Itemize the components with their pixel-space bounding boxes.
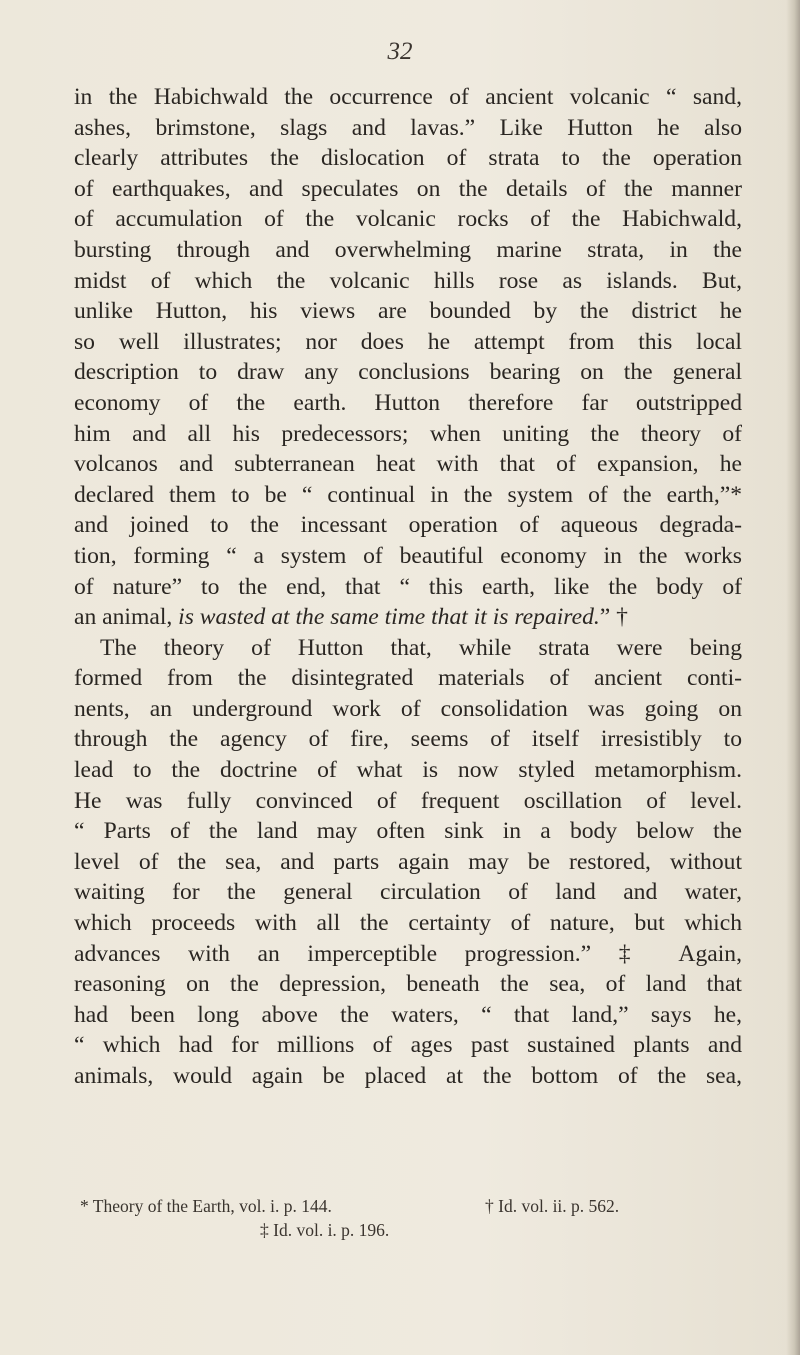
text-line: waiting for the general circulation of land and water, (74, 879, 742, 906)
text-line: reasoning on the depression, beneath the sea, of land that (74, 971, 742, 998)
text-line: description to draw any conclusions bearing on the general (74, 359, 742, 386)
text-line: of earthquakes, and speculates on the details of the manner (74, 175, 742, 202)
text-line: economy of the earth. Hutton therefore far outstripped (74, 389, 742, 416)
footnote-dagger: † Id. vol. ii. p. 562. (485, 1196, 620, 1216)
text-line: unlike Hutton, his views are bounded by the district he (74, 298, 742, 325)
text-line: The theory of Hutton that, while strata were being (100, 634, 742, 661)
footnote-double-dagger: ‡ Id. vol. i. p. 196. (260, 1220, 390, 1240)
text-line: in the Habichwald the occurrence of ancient volcanic “ sand, (74, 84, 742, 110)
text-line: had been long above the waters, “ that land,” says he, (74, 1001, 742, 1028)
text-line: animals, would again be placed at the bottom of the sea, (74, 1063, 742, 1089)
text-line: declared them to be “ continual in the system of the earth,”* (74, 481, 742, 508)
text-line: which proceeds with all the certainty of nature, but which (74, 910, 742, 937)
page-number: 32 (387, 38, 413, 65)
text-line: formed from the disintegrated materials of ancient conti- (74, 665, 742, 692)
text-line: “ Parts of the land may often sink in a body below the (74, 818, 742, 845)
text-line: and joined to the incessant operation of aqueous degrada- (74, 512, 742, 539)
text-line: of nature” to the end, that “ this earth, like the body of (74, 573, 742, 600)
text-line: ashes, brimstone, slags and lavas.” Like Hutton he also (74, 114, 742, 141)
text-line: him and all his predecessors; when uniting the theory of (74, 420, 742, 447)
text-line: tion, forming “ a system of beautiful economy in the works (74, 542, 742, 569)
text-line: of accumulation of the volcanic rocks of the Habichwald, (74, 206, 742, 233)
text-line: midst of which the volcanic hills rose as islands. But, (74, 267, 742, 294)
text-line-italic-passage: an animal, is wasted at the same time that it is repaired.” † (74, 604, 628, 631)
text-line: volcanos and subterranean heat with that of expansion, he (74, 451, 742, 478)
text-line: lead to the doctrine of what is now styled metamorphism. (74, 757, 742, 784)
footnote-star: * Theory of the Earth, vol. i. p. 144. (80, 1196, 332, 1216)
text-line: through the agency of fire, seems of itself irresistibly to (74, 726, 742, 753)
text-line: so well illustrates; nor does he attempt from this local (74, 328, 742, 355)
text-line: clearly attributes the dislocation of strata to the operation (74, 145, 742, 172)
text-line: advances with an imperceptible progression.” ‡ Again, (74, 940, 742, 967)
text-line: level of the sea, and parts again may be restored, without (74, 848, 742, 875)
text-line: He was fully convinced of frequent oscillation of level. (74, 787, 742, 814)
text-line: bursting through and overwhelming marine strata, in the (74, 236, 742, 263)
body-text (74, 82, 742, 1092)
page-edge-shadow (786, 0, 800, 1355)
text-line: “ which had for millions of ages past sustained plants and (74, 1032, 742, 1059)
italic-quote: is wasted at the same time that it is repaired. (178, 604, 600, 631)
text-line: nents, an underground work of consolidation was going on (74, 695, 742, 722)
